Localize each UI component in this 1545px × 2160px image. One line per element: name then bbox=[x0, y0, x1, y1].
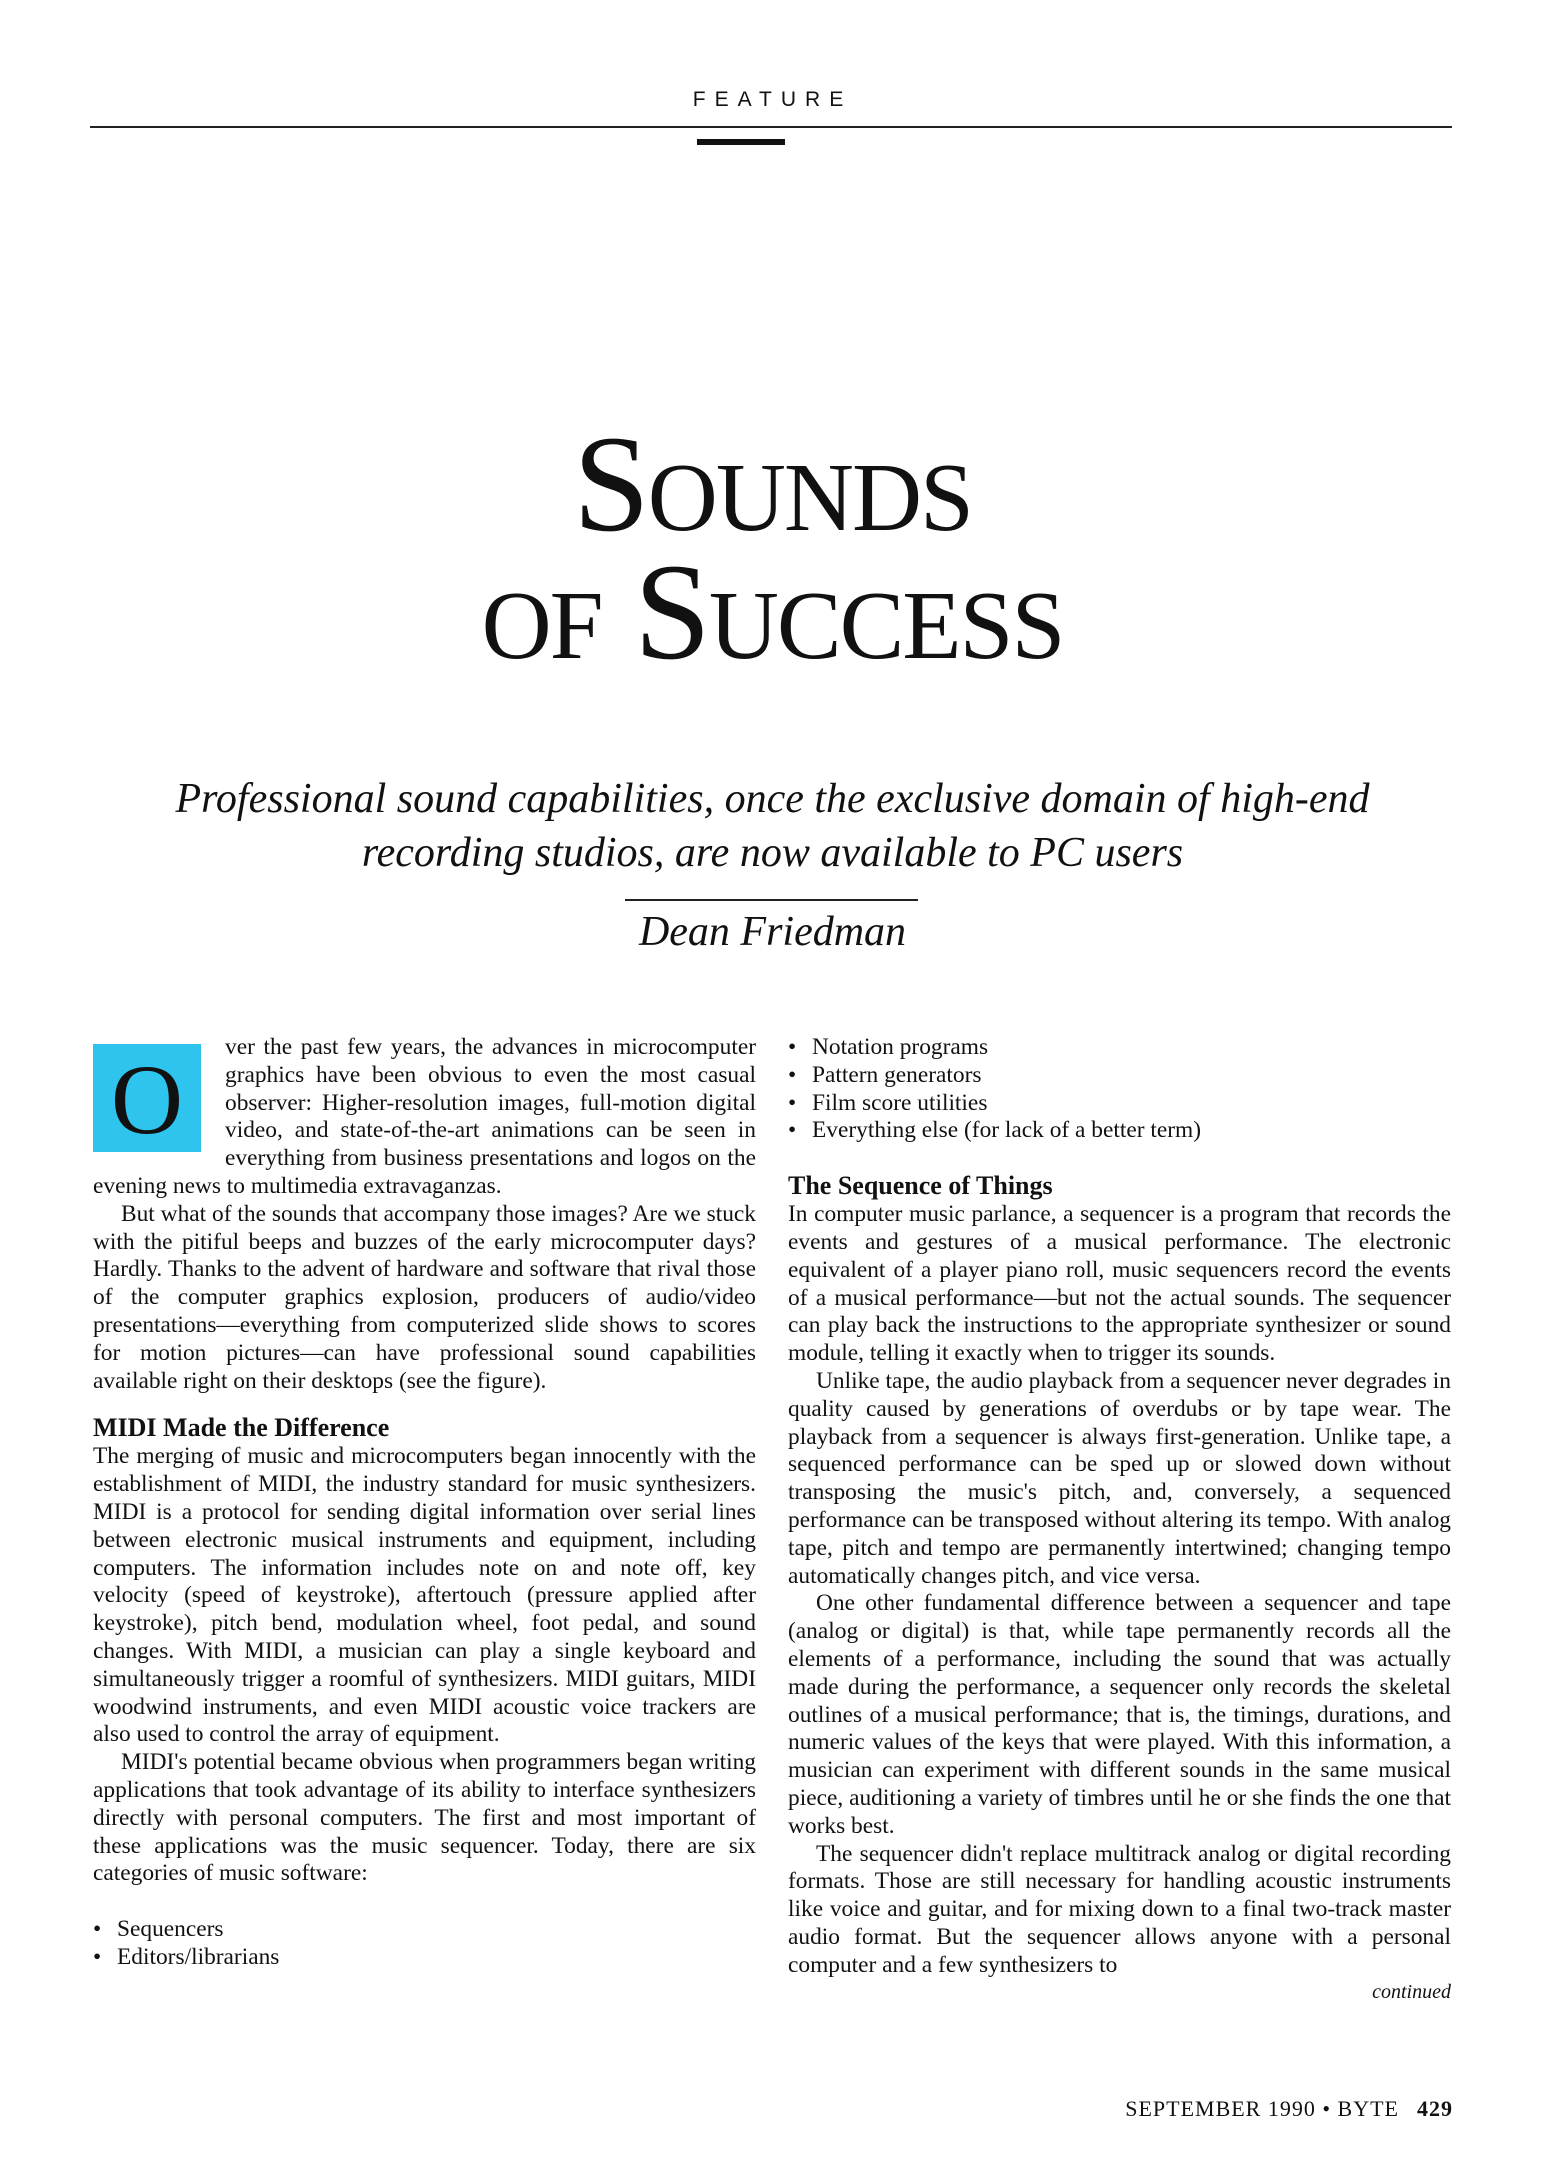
article-subtitle: Professional sound capabilities, once the exclusive domain of high-end recording studios, are now available to PC users bbox=[175, 776, 1370, 876]
header-rule bbox=[90, 126, 1452, 128]
page-footer bbox=[1125, 2096, 1453, 2122]
software-category-list-continued bbox=[788, 1034, 1451, 1145]
paragraph: In computer music parlance, a sequencer is a program that records the events and gestures of a musical performance. The electronic equivalent of a player piano roll, music sequencers record the events of a musical performance—but not the actual sounds. The sequencer can play back the instructions to the appropriate synthesizer or sound module, telling it exactly when to trigger its sounds. bbox=[788, 1201, 1451, 1367]
software-category-list bbox=[93, 1916, 756, 1972]
section-heading-midi: MIDI Made the Difference bbox=[93, 1413, 390, 1443]
intro-paragraph bbox=[93, 1034, 756, 1201]
section-heading-sequence: The Sequence of Things bbox=[788, 1171, 1053, 1201]
list-item: • Sequencers bbox=[93, 1916, 756, 1944]
list-item: • Film score utilities bbox=[788, 1090, 1451, 1118]
left-column bbox=[93, 1034, 756, 1972]
paragraph: The merging of music and microcomputers began innocently with the establishment of MIDI, the industry standard for music synthesizers. MIDI is a protocol for sending digital information over serial lines between electronic musical instruments and equipment, including computers. The information includes note on and note off, key velocity (speed of keystroke), aftertouch (pressure applied after keystroke), pitch bend, modulation wheel, foot pedal, and sound changes. With MIDI, a musician can play a single keyboard and simultaneously trigger a roomful of synthesizers. MIDI guitars, MIDI woodwind instruments, and even MIDI acoustic voice trackers are also used to control the array of equipment. bbox=[93, 1443, 756, 1748]
intro-text: ver the past few years, the advances in microcomputer graphics have been obvious to even the most casual observer: Higher-resolution images, full-motion digital video, and state-of-the-art animations can be seen in everything from business presentations and logos on the evening news to multimedia extravaganzas. bbox=[93, 1034, 756, 1199]
right-column bbox=[788, 1034, 1451, 2004]
list-item: • Notation programs bbox=[788, 1034, 1451, 1062]
list-item: • Everything else (for lack of a better term) bbox=[788, 1117, 1451, 1145]
header-rule-accent bbox=[697, 139, 785, 145]
paragraph: But what of the sounds that accompany those images? Are we stuck with the pitiful beeps and buzzes of the early microcomputer days? Hardly. Thanks to the advent of hardware and software that rival those of the computer graphics explosion, producers of audio/video presentations—everything from computerized slide shows to scores for motion pictures—can have professional sound capabilities available right on their desktops (see the figure). bbox=[93, 1200, 756, 1394]
paragraph: The sequencer didn't replace multitrack analog or digital recording formats. Those are still necessary for handling acoustic instruments like voice and guitar, and for mixing down to a final two-track master audio format. But the sequencer allows anyone with a personal computer and a few synthesizers to bbox=[788, 1840, 1451, 1978]
article-title bbox=[0, 407, 1545, 688]
list-item: • Editors/librarians bbox=[93, 1944, 756, 1972]
author-byline: Dean Friedman bbox=[638, 909, 907, 955]
paragraph: One other fundamental difference between a sequencer and tape (analog or digital) is that, while tape permanently records all the elements of a performance, including the sound that was actually made during the performance, a sequencer only records the skeletal outlines of a musical performance; that is, the timings, durations, and numeric values of the keys that were played. With this information, a musician can experiment with different sounds in the same musical piece, auditioning a variety of timbres until he or she finds the one that works best. bbox=[788, 1590, 1451, 1839]
paragraph: Unlike tape, the audio playback from a sequencer never degrades in quality caused by generations of overdubs or by tape wear. The playback from a sequencer is always first-generation. Unlike tape, a sequenced performance can be sped up or slowed down without transposing the music's pitch, and, conversely, a sequenced performance can be transposed without altering its tempo. With analog tape, pitch and tempo are permanently intertwined; changing tempo automatically changes pitch, and vice versa. bbox=[788, 1367, 1451, 1589]
issue-label: SEPTEMBER 1990 • BYTE bbox=[1125, 2096, 1399, 2121]
list-item: • Pattern generators bbox=[788, 1062, 1451, 1090]
drop-cap: O bbox=[93, 1044, 201, 1152]
byline-rule bbox=[625, 899, 918, 901]
title-line-1: Sounds bbox=[573, 407, 972, 560]
page-number: 429 bbox=[1417, 2096, 1453, 2121]
section-label: FEATURE bbox=[692, 88, 853, 111]
continued-label: continued bbox=[1372, 1980, 1451, 2003]
title-line-2: of Success bbox=[481, 535, 1064, 688]
paragraph: MIDI's potential became obvious when programmers began writing applications that took advantage of its ability to interface synthesizers directly with personal computers. The first and most important of these applications was the music sequencer. Today, there are six categories of music software: bbox=[93, 1749, 756, 1887]
